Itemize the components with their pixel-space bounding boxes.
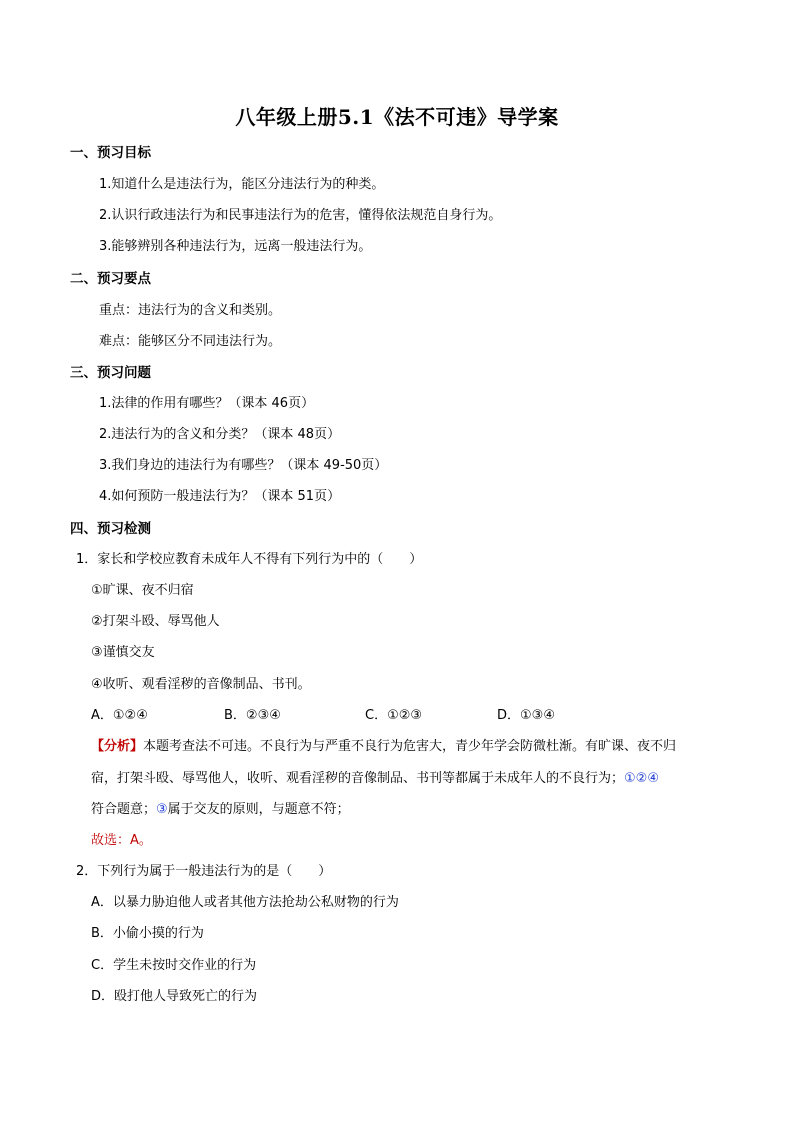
q1-statement: ①旷课、夜不归宿: [91, 583, 194, 598]
analysis-circled-number: ③: [156, 802, 168, 817]
q1-statement: ④收听、观看淫秽的音像制品、书刊。: [91, 677, 311, 692]
section-heading-test: 四、预习检测: [70, 521, 151, 537]
q2-option-c: C．学生未按时交作业的行为: [91, 958, 257, 973]
q1-analysis-line-2: [91, 771, 659, 787]
q2-option-b: B．小偷小摸的行为: [91, 926, 204, 941]
q1-analysis-line-3: [91, 802, 350, 818]
q1-option-b: B．②③④: [224, 708, 281, 723]
section-heading-goals: 一、预习目标: [70, 145, 151, 161]
q2-stem: 2．下列行为属于一般违法行为的是（ ）: [76, 864, 332, 879]
analysis-text: 宿，打架斗殴、辱骂他人，收听、观看淫秽的音像制品、书刊等都属于未成年人的不良行为；: [91, 771, 625, 786]
q1-option-a: A．①②④: [91, 708, 148, 723]
page-title: 八年级上册5.1《法不可违》导学案: [235, 105, 559, 129]
q1-statement: ②打架斗殴、辱骂他人: [91, 614, 220, 629]
goal-item: 1.知道什么是违法行为，能区分违法行为的种类。: [99, 177, 385, 192]
q1-statement: ③谨慎交友: [91, 645, 155, 660]
q1-option-c: C．①②③: [365, 708, 423, 723]
question-item: 3.我们身边的违法行为有哪些？（课本 49-50页）: [99, 458, 388, 473]
analysis-text: 符合题意；: [91, 802, 157, 817]
q2-option-a: A．以暴力胁迫他人或者其他方法抢劫公私财物的行为: [91, 895, 399, 910]
keypoint-item: 难点：能够区分不同违法行为。: [99, 334, 282, 349]
analysis-text: 本题考查法不可违。不良行为与严重不良行为危害大，青少年学会防微杜渐。有旷课、夜不归: [143, 739, 677, 754]
analysis-text: 属于交友的原则，与题意不符；: [167, 802, 350, 817]
keypoint-item: 重点：违法行为的含义和类别。: [99, 303, 282, 318]
goal-item: 2.认识行政违法行为和民事违法行为的危害，懂得依法规范自身行为。: [99, 208, 502, 223]
analysis-label: 【分析】: [91, 739, 144, 754]
question-item: 4.如何预防一般违法行为？（课本 51页）: [99, 489, 341, 504]
section-heading-keypoints: 二、预习要点: [70, 271, 151, 287]
question-item: 1.法律的作用有哪些？（课本 46页）: [99, 396, 315, 411]
q1-option-d: D．①③④: [497, 708, 555, 723]
q2-option-d: D．殴打他人导致死亡的行为: [91, 989, 258, 1004]
section-heading-questions: 三、预习问题: [70, 365, 151, 381]
q1-answer: 故选：A。: [91, 833, 152, 848]
analysis-circled-numbers: ①②④: [624, 771, 659, 786]
question-item: 2.违法行为的含义和分类？（课本 48页）: [99, 427, 341, 442]
goal-item: 3.能够辨别各种违法行为，远离一般违法行为。: [99, 239, 372, 254]
q1-stem: 1．家长和学校应教育未成年人不得有下列行为中的（ ）: [76, 552, 423, 567]
q1-analysis-line-1: [91, 739, 676, 755]
